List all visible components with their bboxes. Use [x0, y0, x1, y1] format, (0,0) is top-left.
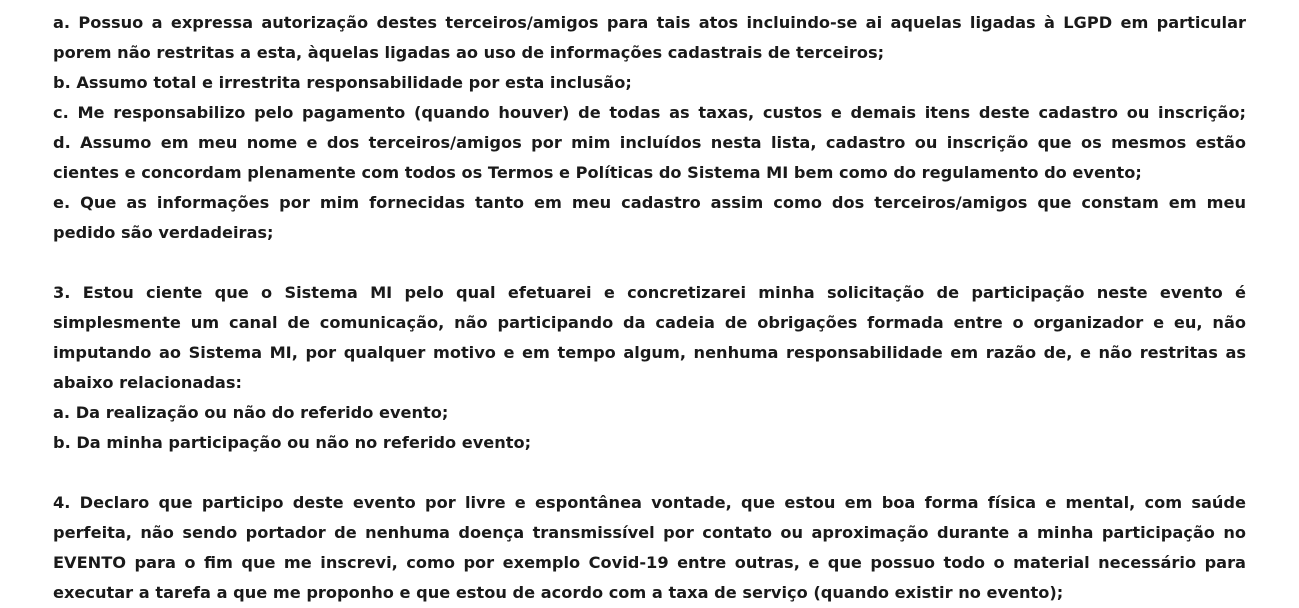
clause-4-line-3: EVENTO para o fim que me inscrevi, como por exemplo Covid-19 entre outras, e que possuo todo o material necessário para — [53, 553, 1246, 572]
item-d-line-2: cientes e concordam plenamente com todos os Termos e Políticas do Sistema MI bem como do regulamento do evento; — [53, 163, 1142, 182]
item-a-line-2: porem não restritas a esta, àquelas ligadas ao uso de informações cadastrais de terceiros; — [53, 43, 885, 62]
item-c: c. Me responsabilizo pelo pagamento (quando houver) de todas as taxas, custos e demais itens deste cadastro ou inscrição; — [53, 103, 1246, 122]
item-d-line-1: d. Assumo em meu nome e dos terceiros/amigos por mim incluídos nesta lista, cadastro ou inscrição que os mesmos estão — [53, 133, 1246, 152]
clause-3-line-1: 3. Estou ciente que o Sistema MI pelo qual efetuarei e concretizarei minha solicitação de participação neste evento é — [53, 283, 1246, 302]
clause-3-line-3: imputando ao Sistema MI, por qualquer motivo e em tempo algum, nenhuma responsabilidade em razão de, e não restritas as — [53, 343, 1246, 362]
item-e-line-2: pedido são verdadeiras; — [53, 223, 274, 242]
clause-4-line-2: perfeita, não sendo portador de nenhuma doença transmissível por contato ou aproximação durante a minha participação no — [53, 523, 1246, 542]
clause-3-line-2: simplesmente um canal de comunicação, não participando da cadeia de obrigações formada entre o organizador e eu, não — [53, 313, 1246, 332]
clause-4-line-4: executar a tarefa a que me proponho e que estou de acordo com a taxa de serviço (quando existir no evento); — [53, 583, 1064, 602]
item-b: b. Assumo total e irrestrita responsabilidade por esta inclusão; — [53, 73, 632, 92]
spacer — [53, 458, 1246, 488]
clause-3-line-4: abaixo relacionadas: — [53, 373, 242, 392]
clause-3-item-b: b. Da minha participação ou não no referido evento; — [53, 433, 532, 452]
clause-4-line-1: 4. Declaro que participo deste evento por livre e espontânea vontade, que estou em boa forma física e mental, com saúde — [53, 493, 1246, 512]
clause-3-item-a: a. Da realização ou não do referido evento; — [53, 403, 449, 422]
item-a-line-1: a. Possuo a expressa autorização destes terceiros/amigos para tais atos incluindo-se ai aquelas ligadas à LGPD em particular — [53, 13, 1246, 32]
item-e-line-1: e. Que as informações por mim fornecidas tanto em meu cadastro assim como dos terceiros/amigos que constam em meu — [53, 193, 1246, 212]
spacer — [53, 248, 1246, 278]
terms-document — [53, 8, 1246, 608]
